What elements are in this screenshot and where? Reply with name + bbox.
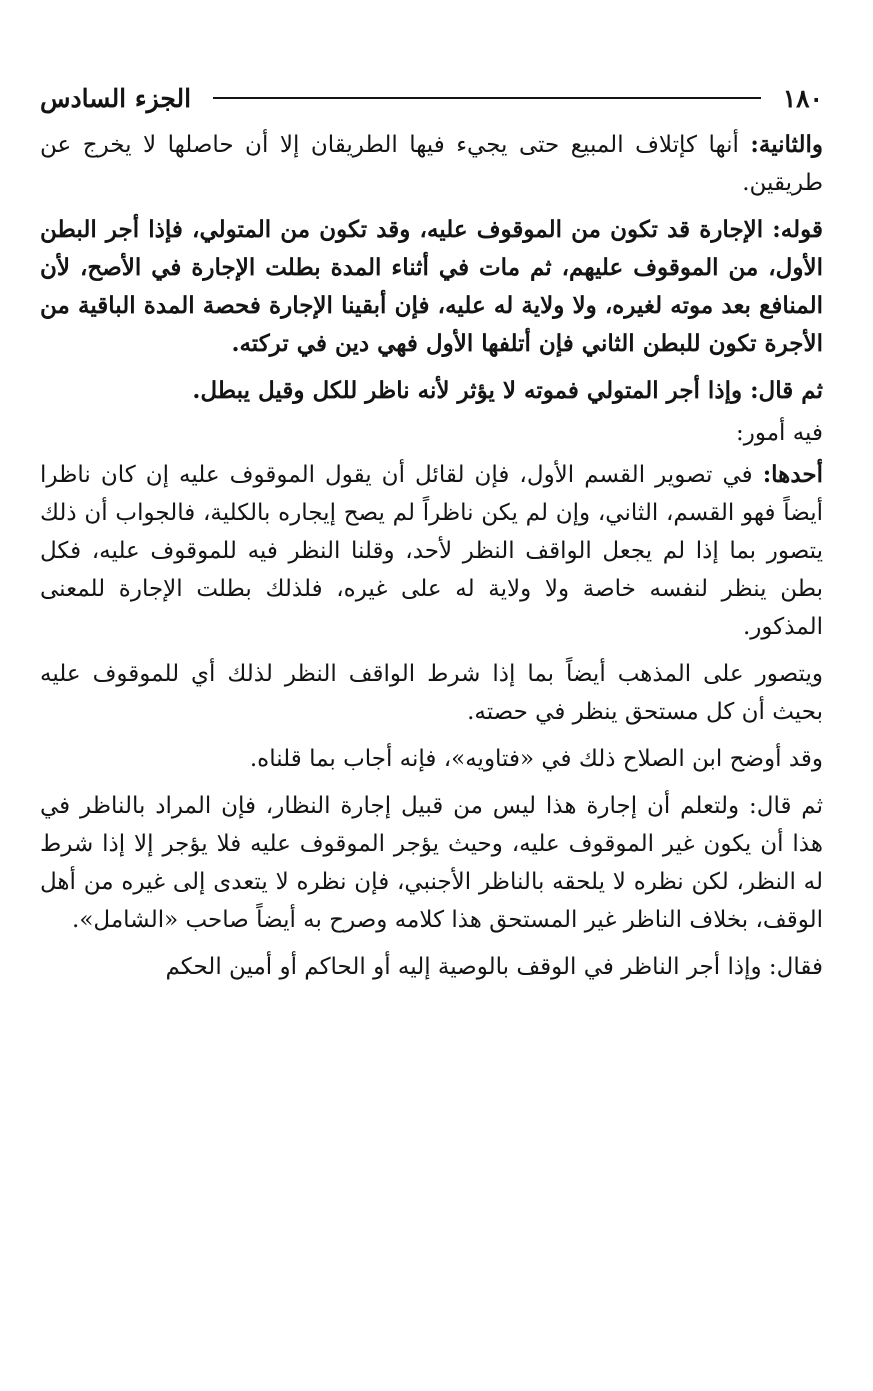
paragraph-text: ثم قال: وإذا أجر المتولي فموته لا يؤثر لأنه ناظر للكل وقيل يبطل. bbox=[192, 377, 823, 404]
paragraph-quote-lease bbox=[40, 211, 823, 363]
paragraph-text: فيه أمور: bbox=[735, 420, 823, 446]
paragraph-nazir-explanation bbox=[40, 787, 823, 939]
paragraph-madhhab bbox=[40, 655, 823, 731]
paragraph-quote-trustee bbox=[40, 372, 823, 410]
paragraph-text: ويتصور على المذهب أيضاً بما إذا شرط الواقف النظر لذلك أي للموقوف عليه بحيث أن كل مستحق ينظر في حصته. bbox=[40, 661, 823, 725]
paragraph-text: أنها كإتلاف المبيع حتى يجيء فيها الطريقان إلا أن حاصلها لا يخرج عن طريقين. bbox=[40, 132, 823, 196]
paragraph-lead: أحدها: bbox=[762, 461, 823, 488]
paragraph-second-point bbox=[40, 126, 823, 202]
page-header bbox=[40, 76, 823, 120]
paragraph-text: قوله: الإجارة قد تكون من الموقوف عليه، وقد تكون من المتولي، فإذا أجر البطن الأول، من الموقوف عليهم، ثم مات في أثناء المدة بطلت الإجارة في الأصح، لأن المنافع بعد موته لغيره، ولا ولاية له عليه، فإن أبقينا الإجارة فحصة المدة الباقية من الأجرة تكون للبطن الثاني فإن أتلفها الأول فهي دين في تركته. bbox=[40, 216, 823, 357]
paragraph-matters-intro bbox=[40, 414, 823, 452]
paragraph-text: وقد أوضح ابن الصلاح ذلك في «فتاويه»، فإنه أجاب بما قلناه. bbox=[249, 746, 823, 772]
paragraph-text: في تصوير القسم الأول، فإن لقائل أن يقول الموقوف عليه إن كان ناظرا أيضاً فهو القسم، الثاني، وإن لم يكن ناظراً لم يصح إيجاره بالكلية، فالجواب أن ذلك يتصور بما إذا لم يجعل الواقف النظر لأحد، وقلنا النظر فيه للموقوف عليه، فكل بطن ينظر لنفسه خاصة ولا ولاية له على غيره، فلذلك بطلت الإجارة للمعنى المذكور. bbox=[40, 462, 823, 640]
page-number: ١٨٠ bbox=[782, 83, 823, 113]
book-page bbox=[40, 76, 823, 995]
paragraph-lead: والثانية: bbox=[750, 131, 823, 158]
paragraph-text: ثم قال: ولتعلم أن إجارة هذا ليس من قبيل إجارة النظار، فإن المراد بالناظر في هذا أن يكون غير الموقوف عليه، وحيث يؤجر الموقوف عليه فلا يؤجر إلا إذا شرط له النظر، لكن نظره لا يلحقه بالناظر الأجنبي، فإن نظره لا يتعدى إلى غيره من أهل الوقف، بخلاف الناظر غير المستحق هذا كلامه وصرح به أيضاً صاحب «الشامل». bbox=[40, 793, 823, 933]
paragraph-ibn-salah bbox=[40, 740, 823, 778]
running-title: الجزء السادس bbox=[40, 83, 192, 113]
paragraph-first-matter bbox=[40, 456, 823, 646]
header-rule bbox=[213, 97, 761, 99]
paragraph-final bbox=[40, 948, 823, 986]
paragraph-text: فقال: وإذا أجر الناظر في الوقف بالوصية إليه أو الحاكم أو أمين الحكم bbox=[165, 954, 823, 980]
